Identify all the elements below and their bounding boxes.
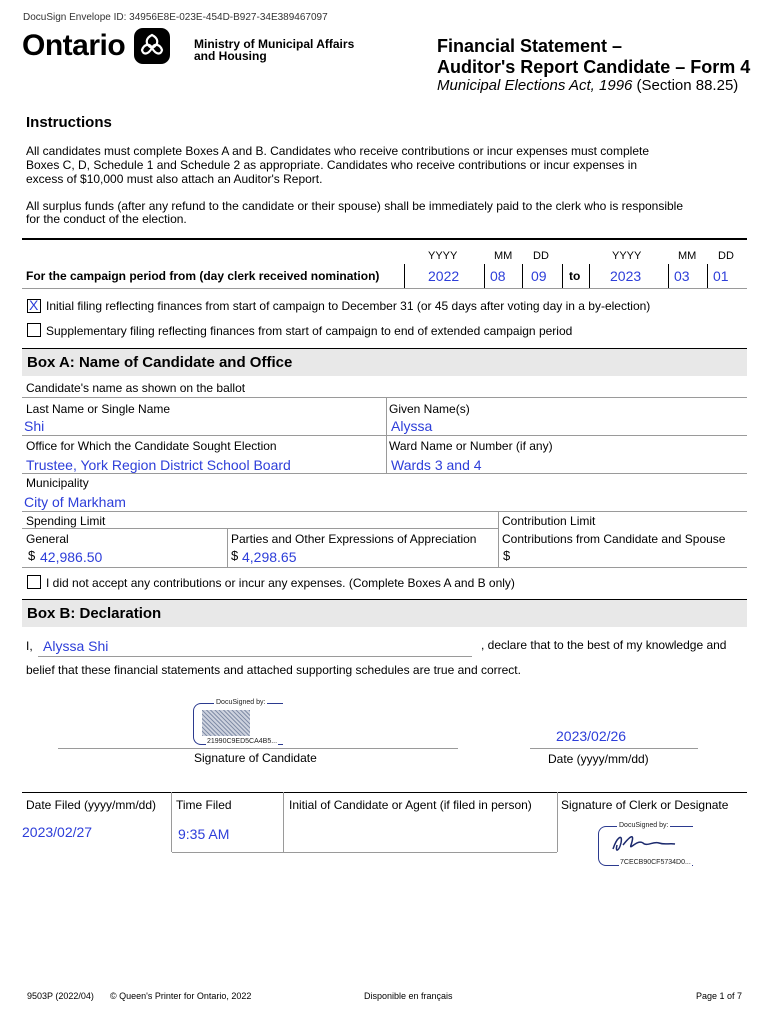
ballot-name-label: Candidate's name as shown on the ballot <box>26 381 246 395</box>
declaration-date-field[interactable]: 2023/02/26 <box>556 728 627 744</box>
candidate-signature-image <box>202 710 250 736</box>
given-name-label: Given Name(s) <box>389 402 470 416</box>
instructions-para2-line2: for the conduct of the election. <box>26 212 187 226</box>
form-title-line1: Financial Statement – <box>437 36 623 56</box>
last-name-field[interactable]: Shi <box>24 418 45 434</box>
declarant-underline <box>38 656 472 657</box>
box-b-header <box>22 599 747 627</box>
ministry-name-line1: Ministry of Municipal Affairs <box>194 37 355 51</box>
date-filed-field[interactable]: 2023/02/27 <box>22 824 93 840</box>
instructions-para1-line1: All candidates must complete Boxes A and B. Candidates who receive contributions or incur expenses must complete <box>26 144 649 158</box>
supplementary-filing-label: Supplementary filing reflecting finances from start of campaign to end of extended campaign period <box>46 324 573 338</box>
declaration-text: , declare that to the best of my knowledge and <box>481 638 727 652</box>
period-to-label: to <box>569 269 581 283</box>
to-month-field[interactable]: 03 <box>674 268 690 284</box>
candidate-signature-id: 21990C9ED5CA4B5... <box>207 738 278 745</box>
candidate-signature-label: Signature of Candidate <box>194 751 317 765</box>
clerk-signature-frame[interactable] <box>598 822 693 866</box>
row-rule <box>22 511 747 512</box>
act-reference <box>437 77 738 94</box>
box-a-header <box>22 348 747 376</box>
row-rule <box>22 567 747 568</box>
period-label: For the campaign period from (day clerk received nomination) <box>26 269 380 283</box>
declaration-date-label: Date (yyyy/mm/dd) <box>548 752 649 766</box>
supplementary-filing-checkbox[interactable] <box>27 323 41 337</box>
col-divider <box>227 528 228 567</box>
row-rule <box>22 397 747 398</box>
checkbox-x-mark: X <box>29 297 39 313</box>
contributions-dollar-sign: $ <box>503 548 511 563</box>
period-divider <box>404 264 405 288</box>
initial-filing-label: Initial filing reflecting finances from start of campaign to December 31 (or 45 days after voting day in a by-election) <box>46 299 651 313</box>
given-name-field[interactable]: Alyssa <box>391 418 433 434</box>
last-name-label: Last Name or Single Name <box>26 402 171 416</box>
period-divider <box>484 264 485 288</box>
ward-field[interactable]: Wards 3 and 4 <box>391 457 482 473</box>
instructions-para2-line1: All surplus funds (after any refund to the candidate or their spouse) shall be immediately paid to the clerk who is responsible <box>26 199 684 213</box>
clerk-signature-id: 7CECB90CF5734D0... <box>620 859 691 866</box>
period-mm-to-label: MM <box>678 250 697 262</box>
form-code: 9503P (2022/04) <box>27 991 94 1001</box>
spending-limit-label: Spending Limit <box>26 514 106 528</box>
col-divider <box>171 792 172 852</box>
date-filed-label: Date Filed (yyyy/mm/dd) <box>26 798 157 812</box>
period-dd-from-label: DD <box>533 250 549 262</box>
municipality-label: Municipality <box>26 476 89 490</box>
period-divider <box>522 264 523 288</box>
date-line <box>530 748 698 749</box>
french-availability-link[interactable]: Disponible en français <box>364 991 453 1001</box>
row-rule <box>22 435 747 436</box>
row-rule <box>172 852 557 853</box>
from-month-field[interactable]: 08 <box>490 268 506 284</box>
no-contributions-checkbox[interactable] <box>27 575 41 589</box>
clerk-docusigned-label: DocuSigned by: <box>619 822 669 829</box>
initial-agent-label: Initial of Candidate or Agent (if filed in person) <box>289 798 532 812</box>
initial-filing-checkbox[interactable] <box>27 299 41 313</box>
municipality-field[interactable]: City of Markham <box>24 494 126 510</box>
candidate-signature-frame[interactable] <box>193 699 283 745</box>
time-filed-label: Time Filed <box>176 798 232 812</box>
from-day-field[interactable]: 09 <box>531 268 547 284</box>
col-divider <box>498 511 499 567</box>
row-rule <box>22 528 498 529</box>
from-year-field[interactable]: 2022 <box>428 268 460 284</box>
time-filed-field[interactable]: 9:35 AM <box>178 826 230 842</box>
period-divider <box>589 264 590 288</box>
ward-label: Ward Name or Number (if any) <box>389 439 553 453</box>
period-dd-to-label: DD <box>718 250 734 262</box>
row-rule <box>22 473 747 474</box>
copyright: © Queen's Printer for Ontario, 2022 <box>110 991 252 1001</box>
declaration-belief-text: belief that these financial statements and attached supporting schedules are true and correct. <box>26 663 521 677</box>
candidate-signature-line <box>58 748 458 749</box>
declaration-i-label: I, <box>26 639 33 653</box>
period-divider <box>668 264 669 288</box>
parties-label: Parties and Other Expressions of Appreciation <box>231 532 477 546</box>
col-divider <box>557 792 558 852</box>
docusign-envelope-id: DocuSign Envelope ID: 34956E8E-023E-454D-B927-34E389467097 <box>23 12 328 23</box>
box-a-heading: Box A: Name of Candidate and Office <box>27 354 293 371</box>
col-divider <box>283 792 284 852</box>
clerk-signature-scribble <box>609 831 679 855</box>
ontario-logo-text: Ontario <box>22 29 126 62</box>
clerk-signature-label: Signature of Clerk or Designate <box>561 798 729 812</box>
period-divider <box>707 264 708 288</box>
trillium-icon <box>134 28 170 64</box>
act-section: (Section 88.25) <box>632 77 739 94</box>
office-field[interactable]: Trustee, York Region District School Board <box>26 457 291 473</box>
period-top-rule <box>22 238 747 240</box>
page-number: Page 1 of 7 <box>696 991 743 1001</box>
no-contributions-label: I did not accept any contributions or incur any expenses. (Complete Boxes A and B only) <box>46 576 515 590</box>
docusigned-by-label: DocuSigned by: <box>216 699 266 706</box>
instructions-heading: Instructions <box>26 114 112 131</box>
parties-dollar-sign: $ <box>231 548 239 563</box>
filed-table-top-rule <box>22 792 747 793</box>
instructions-para1-line2: Boxes C, D, Schedule 1 and Schedule 2 as appropriate. Candidates who receive contributions or incur expenses in <box>26 158 638 172</box>
general-label: General <box>26 532 69 546</box>
general-dollar-sign: $ <box>28 548 36 563</box>
period-mm-from-label: MM <box>494 250 513 262</box>
to-year-field[interactable]: 2023 <box>610 268 642 284</box>
ministry-name-line2: and Housing <box>194 49 267 63</box>
period-bottom-rule <box>22 288 747 289</box>
declarant-name-field[interactable]: Alyssa Shi <box>43 638 109 654</box>
instructions-para1-line3: excess of $10,000 must also attach an Auditor's Report. <box>26 172 323 186</box>
general-limit-field[interactable]: 42,986.50 <box>40 549 103 565</box>
period-yyyy-from-label: YYYY <box>428 250 458 262</box>
contributions-label: Contributions from Candidate and Spouse <box>502 532 726 546</box>
box-b-heading: Box B: Declaration <box>27 605 162 622</box>
to-day-field[interactable]: 01 <box>713 268 729 284</box>
act-name: Municipal Elections Act, 1996 <box>437 77 633 94</box>
period-yyyy-to-label: YYYY <box>612 250 642 262</box>
period-divider <box>562 264 563 288</box>
office-label: Office for Which the Candidate Sought Election <box>26 439 277 453</box>
contribution-limit-label: Contribution Limit <box>502 514 596 528</box>
form-title-line2: Auditor's Report Candidate – Form 4 <box>437 57 751 77</box>
parties-limit-field[interactable]: 4,298.65 <box>242 549 297 565</box>
